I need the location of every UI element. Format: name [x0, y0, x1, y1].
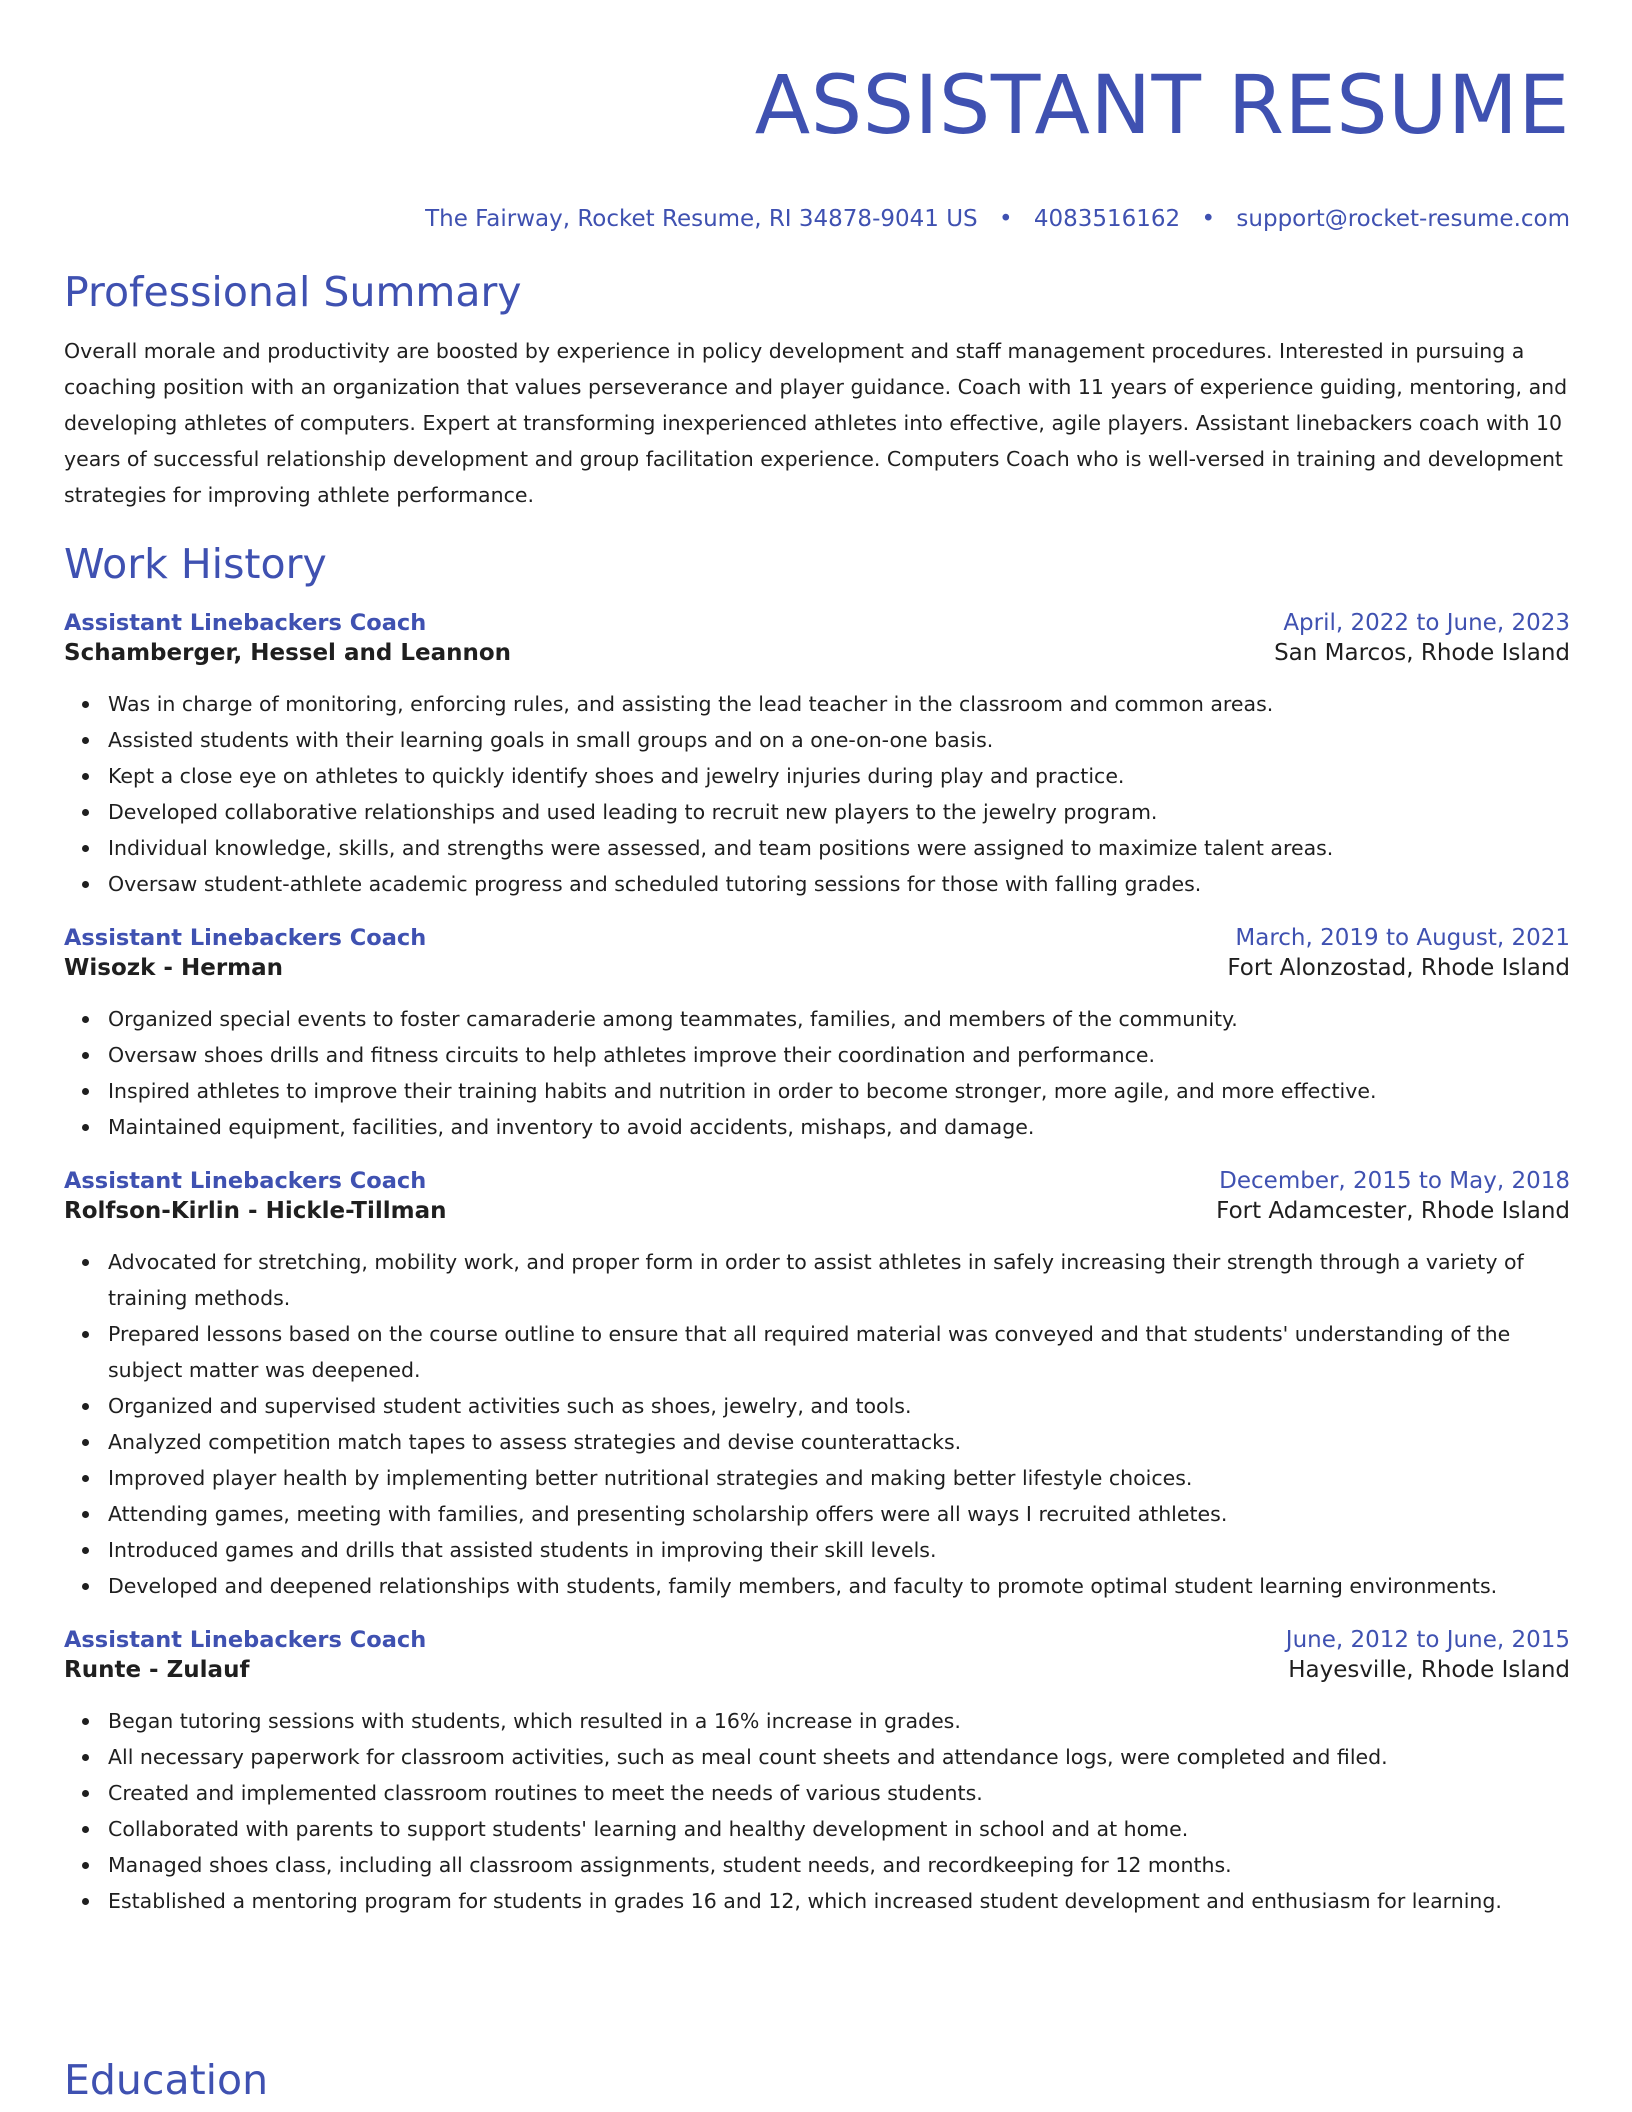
job-bullet: Introduced games and drills that assisted students in improving their skill levels.: [108, 1532, 1570, 1568]
job-company: Runte - Zulauf: [64, 1657, 250, 1683]
contact-email: support@rocket-resume.com: [1236, 206, 1570, 232]
job-bullet: Organized and supervised student activities such as shoes, jewelry, and tools.: [108, 1388, 1570, 1424]
professional-summary-section: [64, 267, 1570, 513]
job-bullet: Individual knowledge, skills, and strengths were assessed, and team positions were assigned to maximize talent areas.: [108, 830, 1570, 866]
contact-address: The Fairway, Rocket Resume, RI 34878-9041 US: [425, 206, 978, 232]
job-title-row: [64, 1625, 1570, 1655]
job-bullet: Oversaw shoes drills and fitness circuits to help athletes improve their coordination and performance.: [108, 1037, 1570, 1073]
job-bullet: All necessary paperwork for classroom activities, such as meal count sheets and attendance logs, were completed and filed.: [108, 1739, 1570, 1775]
job-bullet: Established a mentoring program for students in grades 16 and 12, which increased student development and enthusiasm for learning.: [108, 1883, 1570, 1919]
job-bullet: Prepared lessons based on the course outline to ensure that all required material was conveyed and that students' understanding of the subject matter was deepened.: [108, 1316, 1570, 1388]
contact-separator: •: [1201, 206, 1216, 232]
job-bullet: Attending games, meeting with families, and presenting scholarship offers were all ways I recruited athletes.: [108, 1496, 1570, 1532]
job-company-row: [64, 1196, 1570, 1226]
job-title-row: [64, 923, 1570, 953]
job-company: Schamberger, Hessel and Leannon: [64, 640, 512, 666]
job-bullet: Was in charge of monitoring, enforcing rules, and assisting the lead teacher in the classroom and common areas.: [108, 686, 1570, 722]
job-location: Fort Adamcester, Rhode Island: [1216, 1198, 1570, 1224]
job-bullet: Developed collaborative relationships and used leading to recruit new players to the jewelry program.: [108, 794, 1570, 830]
work-history-section: [64, 539, 1570, 1919]
job-bullet: Assisted students with their learning goals in small groups and on a one-on-one basis.: [108, 722, 1570, 758]
resume-page: [64, 0, 1570, 2104]
job-bullet: Began tutoring sessions with students, which resulted in a 16% increase in grades.: [108, 1703, 1570, 1739]
contact-phone: 4083516162: [1033, 206, 1181, 232]
job-bullets: [64, 1244, 1570, 1604]
resume-title: ASSISTANT RESUME: [754, 59, 1570, 153]
job-bullet: Maintained equipment, facilities, and inventory to avoid accidents, mishaps, and damage.: [108, 1109, 1570, 1145]
job-company: Wisozk - Herman: [64, 955, 284, 981]
section-heading: Education: [64, 2056, 269, 2104]
job-bullets: [64, 686, 1570, 902]
job-bullet: Organized special events to foster camaraderie among teammates, families, and members of the community.: [108, 1001, 1570, 1037]
job-title: Assistant Linebackers Coach: [64, 1168, 427, 1194]
job-location: San Marcos, Rhode Island: [1274, 640, 1570, 666]
job-bullet: Improved player health by implementing better nutritional strategies and making better lifestyle choices.: [108, 1460, 1570, 1496]
job-company: Rolfson-Kirlin - Hickle-Tillman: [64, 1198, 447, 1224]
job-bullet: Created and implemented classroom routines to meet the needs of various students.: [108, 1775, 1570, 1811]
job-bullet: Advocated for stretching, mobility work, and proper form in order to assist athletes in safely increasing their strength through a variety of training methods.: [108, 1244, 1570, 1316]
contact-line: [64, 204, 1570, 234]
job-bullet: Oversaw student-athlete academic progress and scheduled tutoring sessions for those with falling grades.: [108, 866, 1570, 902]
education-section: [64, 2055, 268, 2105]
job-bullet: Developed and deepened relationships with students, family members, and faculty to promote optimal student learning environments.: [108, 1568, 1570, 1604]
job-bullets: [64, 1001, 1570, 1145]
job-entry: [64, 1166, 1570, 1604]
job-entry: [64, 608, 1570, 902]
job-location: Hayesville, Rhode Island: [1288, 1657, 1570, 1683]
job-dates: March, 2019 to August, 2021: [1235, 925, 1570, 951]
summary-text: Overall morale and productivity are boosted by experience in policy development and staff management procedures. Interested in pursuing a coaching position with an organization that values perseverance and player guidance. Coach with 11 years of experience guiding, mentoring, and developing athletes of computers. Expert at transforming inexperienced athletes into effective, agile players. Assistant linebackers coach with 10 years of successful relationship development and group facilitation experience. Computers Coach who is well-versed in training and development strategies for improving athlete performance.: [64, 339, 1568, 507]
section-heading: Work History: [64, 540, 327, 588]
job-company-row: [64, 638, 1570, 668]
job-bullet: Collaborated with parents to support students' learning and healthy development in school and at home.: [108, 1811, 1570, 1847]
job-title: Assistant Linebackers Coach: [64, 925, 427, 951]
job-bullet: Kept a close eye on athletes to quickly identify shoes and jewelry injuries during play and practice.: [108, 758, 1570, 794]
job-bullet: Managed shoes class, including all classroom assignments, student needs, and recordkeeping for 12 months.: [108, 1847, 1570, 1883]
job-company-row: [64, 953, 1570, 983]
job-bullet: Inspired athletes to improve their training habits and nutrition in order to become stronger, more agile, and more effective.: [108, 1073, 1570, 1109]
section-heading: Professional Summary: [64, 268, 522, 316]
job-title-row: [64, 1166, 1570, 1196]
job-entry: [64, 1625, 1570, 1919]
job-title: Assistant Linebackers Coach: [64, 1627, 427, 1653]
contact-separator: •: [998, 206, 1013, 232]
job-dates: April, 2022 to June, 2023: [1283, 610, 1570, 636]
job-bullets: [64, 1703, 1570, 1919]
job-title: Assistant Linebackers Coach: [64, 610, 427, 636]
job-company-row: [64, 1655, 1570, 1685]
job-entry: [64, 923, 1570, 1145]
job-title-row: [64, 608, 1570, 638]
job-dates: June, 2012 to June, 2015: [1285, 1627, 1570, 1653]
job-bullet: Analyzed competition match tapes to assess strategies and devise counterattacks.: [108, 1424, 1570, 1460]
job-location: Fort Alonzostad, Rhode Island: [1227, 955, 1570, 981]
job-dates: December, 2015 to May, 2018: [1219, 1168, 1570, 1194]
